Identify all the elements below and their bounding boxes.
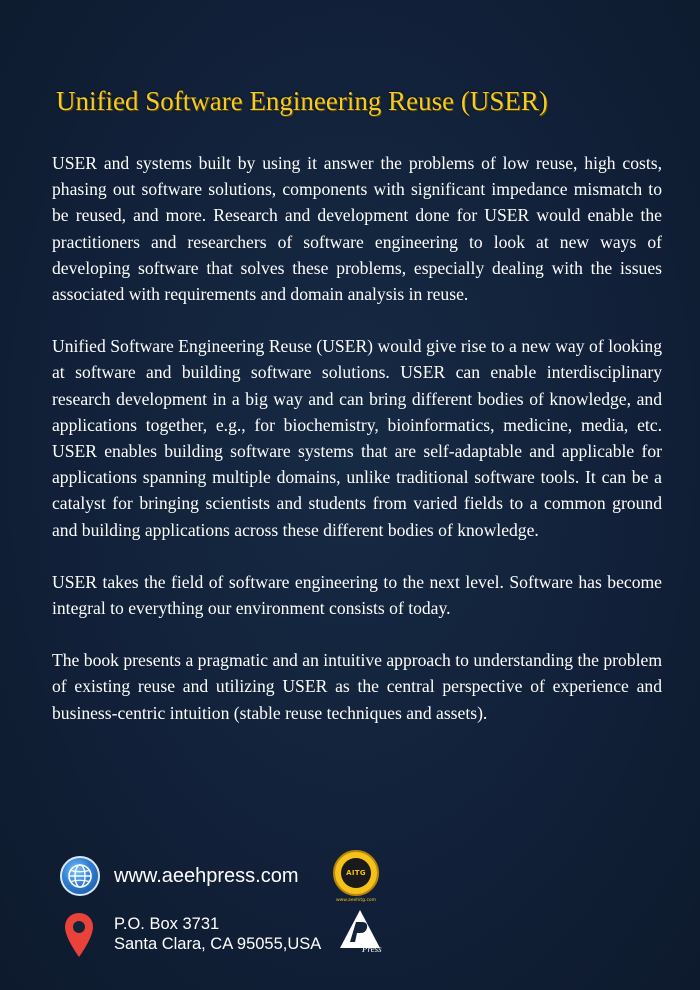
paragraph-3: USER takes the field of software engineering to the next level. Software has become integral to everything our environment consists of today. (52, 571, 662, 619)
description-body (52, 150, 662, 752)
press-logo-icon (336, 908, 384, 954)
svg-text:Press: Press (362, 944, 382, 954)
location-pin-icon (64, 912, 94, 958)
website-contact[interactable] (60, 854, 299, 898)
paragraph-2: Unified Software Engineering Reuse (USER) would give rise to a new way of looking at software and building software solutions. USER can enable interdisciplinary research development in a big way and can bring different bodies of knowledge, and applications together, e.g., for biochemistry, bioinformatics, medicine, media, etc. USER enables building software systems that are self-adaptable and applicable for applications spanning multiple domains, unlike traditional software tools. It can be a catalyst for bringing scientists and students from varied fields to a common ground and building applications across these different bodies of knowledge. (52, 336, 662, 540)
aitg-seal-icon (333, 850, 379, 896)
aitg-logo-label: AITG (346, 869, 366, 877)
globe-icon (60, 856, 100, 896)
aitg-logo (330, 850, 382, 906)
aitg-logo-url: www.aeehitg.com (335, 898, 377, 903)
paragraph-1: USER and systems built by using it answer the problems of low reuse, high costs, phasing out software solutions, components with significant impedance mismatch to be reused, and more. Research and development done for USER would enable the practitioners and researchers of software engineering to look at new ways of developing software that solves these problems, especially dealing with the issues associated with requirements and domain analysis in reuse. (52, 153, 662, 305)
website-link[interactable]: www.aeehpress.com (114, 864, 299, 887)
address-line-1: P.O. Box 3731 (114, 915, 220, 933)
address-line-2: Santa Clara, CA 95055,USA (114, 935, 322, 953)
paragraph-4: The book presents a pragmatic and an intuitive approach to understanding the problem of existing reuse and utilizing USER as the central perspective of experience and business-centric intuition (stable reuse techniques and assets). (52, 650, 662, 723)
address-contact (64, 912, 321, 958)
book-title: Unified Software Engineering Reuse (USER) (56, 86, 548, 116)
address-text (114, 914, 321, 954)
